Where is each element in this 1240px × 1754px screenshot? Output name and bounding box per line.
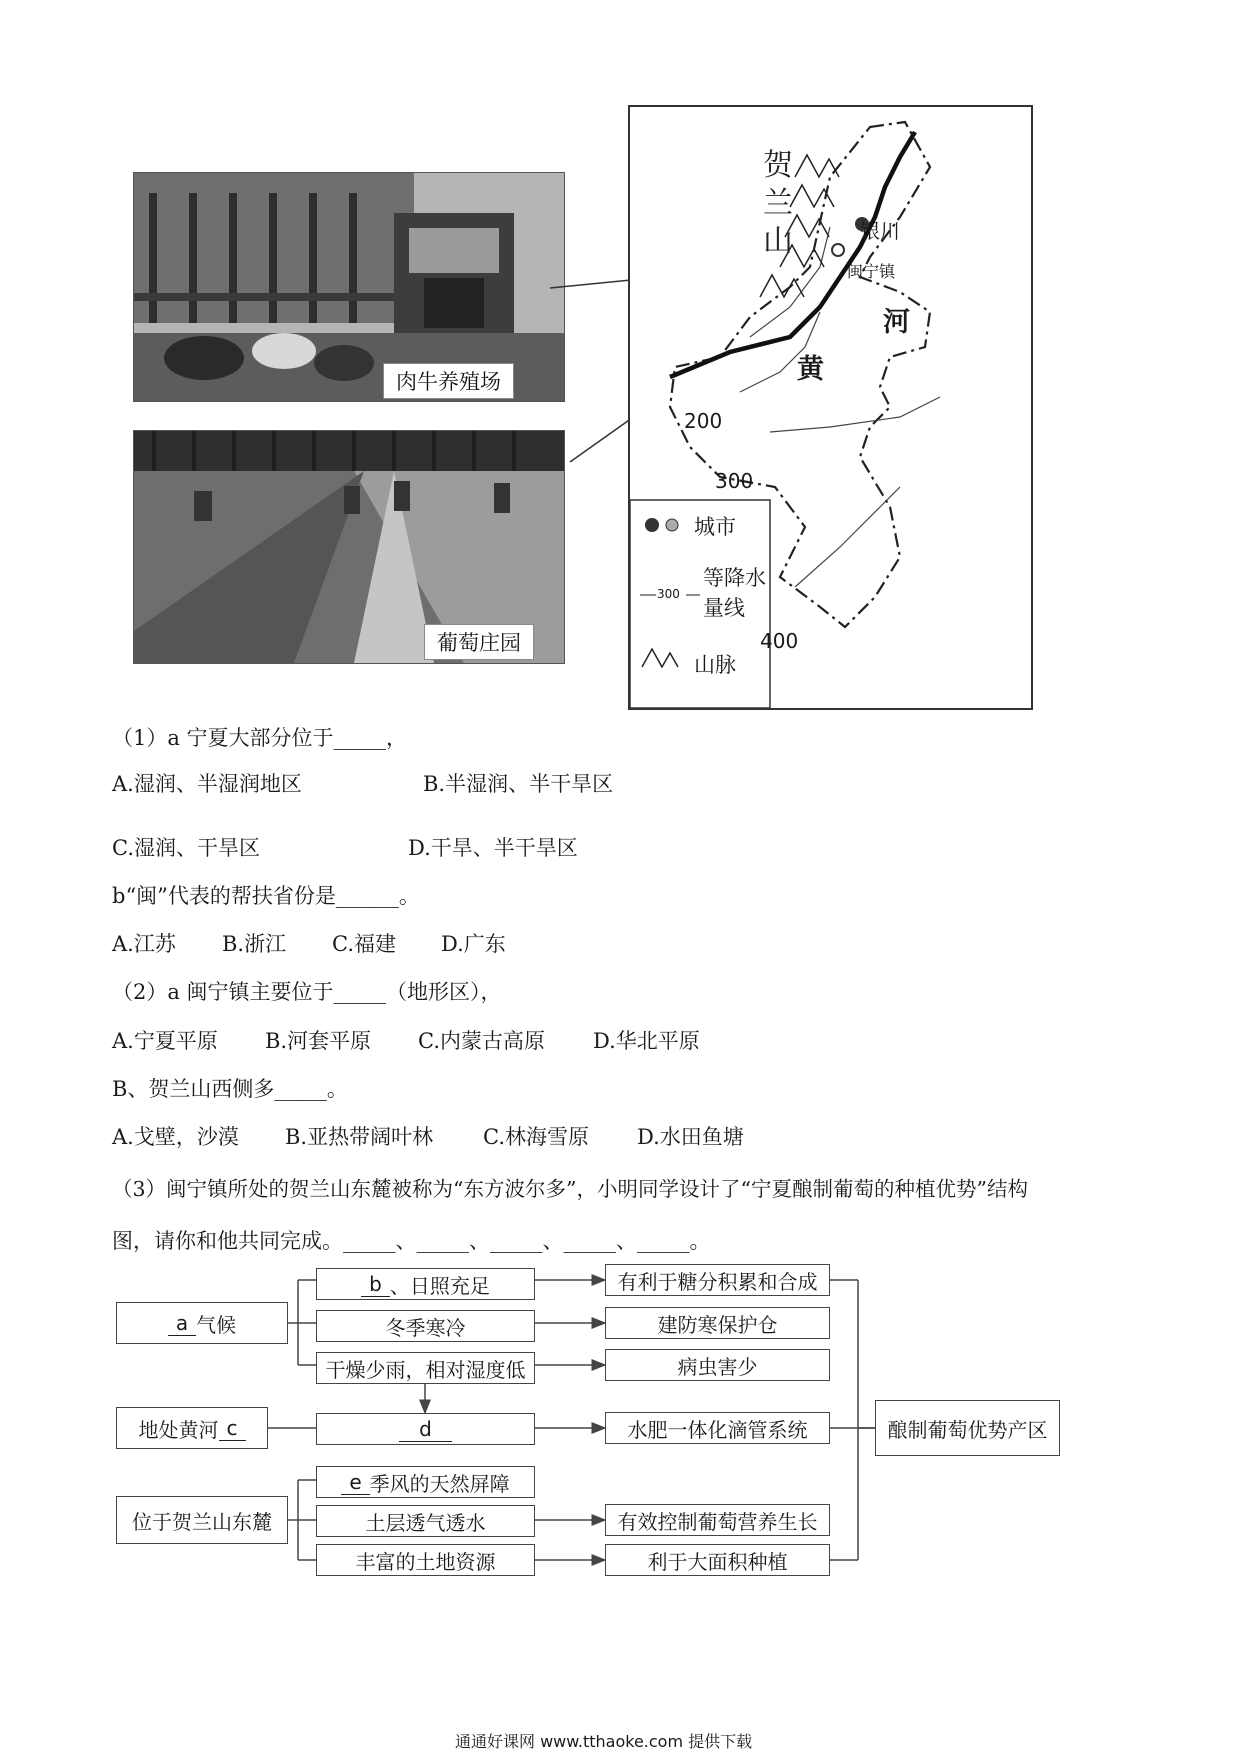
q2a-option-b: B.河套平原 (265, 1029, 372, 1053)
isohyet-400-label: 400 (760, 629, 799, 653)
flow-dry-box (316, 1352, 535, 1384)
flow-yellow-river-box (116, 1407, 268, 1449)
blank-e[interactable]: e (341, 1470, 369, 1495)
river-char-huang: 黄 (797, 354, 824, 385)
climate-label: 气候 (196, 1312, 237, 1337)
isohyet-300-label: 300 (715, 469, 754, 493)
question-3-line1: （3）闽宁镇所处的贺兰山东麓被称为“东方波尔多”，小明同学设计了“宁夏酿制葡萄的种植优势”结构 (112, 1177, 1028, 1201)
q1b-option-d: D.广东 (441, 932, 506, 956)
blank-b[interactable]: b (361, 1272, 390, 1297)
flow-pest-box (605, 1349, 830, 1381)
q2b-option-a: A.戈壁，沙漠 (112, 1125, 239, 1149)
flow-land-box (316, 1544, 535, 1576)
flow-monsoon-box (316, 1466, 535, 1498)
q1a-option-c: C.湿润、干旱区 (112, 836, 260, 860)
monsoon-label: 季风的天然屏障 (369, 1471, 510, 1496)
blank-c[interactable]: c (219, 1416, 246, 1441)
legend-mountain-label: 山脉 (694, 653, 736, 677)
flow-growth-box (605, 1504, 830, 1536)
q2a-option-d: D.华北平原 (593, 1029, 700, 1053)
flow-final-box (875, 1400, 1060, 1456)
q1a-option-b: B.半湿润、半干旱区 (423, 772, 614, 796)
blank-d[interactable]: d (399, 1417, 452, 1442)
flow-soil-box (316, 1505, 535, 1537)
question-2a: （2）a 闽宁镇主要位于_____（地形区）， (112, 980, 502, 1004)
q1a-option-d: D.干旱、半干旱区 (408, 836, 578, 860)
growth-label: 有效控制葡萄营养生长 (617, 1509, 818, 1534)
question-1b: b“闽”代表的帮扶省份是______。 (112, 884, 420, 908)
q2a-option-a: A.宁夏平原 (112, 1029, 218, 1053)
flow-sunshine-box (316, 1268, 535, 1300)
dry-label: 干燥少雨，相对湿度低 (325, 1357, 526, 1382)
cold-winter-label: 冬季寒冷 (385, 1315, 466, 1340)
soil-label: 土层透气透水 (365, 1510, 486, 1535)
legend-isohyet-line2: 量线 (703, 596, 745, 620)
sugar-label: 有利于糖分积累和合成 (617, 1269, 818, 1294)
flow-cold-winter-box (316, 1310, 535, 1342)
flow-climate-box (116, 1302, 288, 1344)
final-label: 酿制葡萄优势产区 (887, 1417, 1048, 1442)
q1b-option-b: B.浙江 (222, 932, 287, 956)
legend-city-label: 城市 (694, 515, 736, 539)
page-footer: 通通好课网 www.tthaoke.com 提供下载 (455, 1732, 753, 1751)
q1b-option-a: A.江苏 (112, 932, 176, 956)
mountain-char-3: 山 (763, 224, 793, 259)
flow-irrigation-box (605, 1412, 830, 1444)
mountain-char-2: 兰 (763, 186, 793, 221)
cattle-farm-label: 肉牛养殖场 (383, 363, 514, 399)
pest-label: 病虫害少 (677, 1354, 758, 1379)
irrigation-label: 水肥一体化滴管系统 (627, 1417, 808, 1442)
legend-isohyet-line1: 等降水 (703, 566, 766, 590)
shelter-label: 建防寒保护仓 (657, 1312, 778, 1337)
flow-d-box (316, 1413, 535, 1445)
mountain-char-1: 贺 (763, 148, 793, 183)
sunshine-label: 、日照充足 (389, 1273, 490, 1298)
q1b-option-c: C.福建 (332, 932, 396, 956)
foothill-label: 位于贺兰山东麓 (132, 1509, 272, 1534)
yellow-river-label: 地处黄河 (138, 1417, 219, 1442)
flow-foothill-box (116, 1496, 288, 1544)
q2b-option-d: D.水田鱼塘 (637, 1125, 744, 1149)
legend-isohyet-sample: 300 (657, 587, 680, 601)
q2a-option-c: C.内蒙古高原 (418, 1029, 545, 1053)
q2b-option-c: C.林海雪原 (483, 1125, 589, 1149)
city-minning-label: 闽宁镇 (847, 262, 896, 281)
vineyard-label: 葡萄庄园 (424, 624, 534, 660)
q2b-option-b: B.亚热带阔叶林 (285, 1125, 434, 1149)
question-3-line2: 图，请你和他共同完成。_____、_____、_____、_____、_____。 (112, 1229, 711, 1253)
flow-sugar-box (605, 1264, 830, 1296)
question-1a: （1）a 宁夏大部分位于_____， (112, 726, 408, 750)
flow-shelter-box (605, 1307, 830, 1339)
blank-a[interactable]: a (168, 1311, 196, 1336)
land-label: 丰富的土地资源 (355, 1549, 496, 1574)
flow-planting-box (605, 1544, 830, 1576)
city-yinchuan-label: 银川 (860, 219, 900, 243)
question-2b: B、贺兰山西侧多_____。 (112, 1077, 348, 1101)
isohyet-200-label: 200 (684, 409, 723, 433)
planting-label: 利于大面积种植 (647, 1549, 788, 1574)
q1a-option-a: A.湿润、半湿润地区 (112, 772, 302, 796)
river-char-he: 河 (883, 307, 910, 338)
